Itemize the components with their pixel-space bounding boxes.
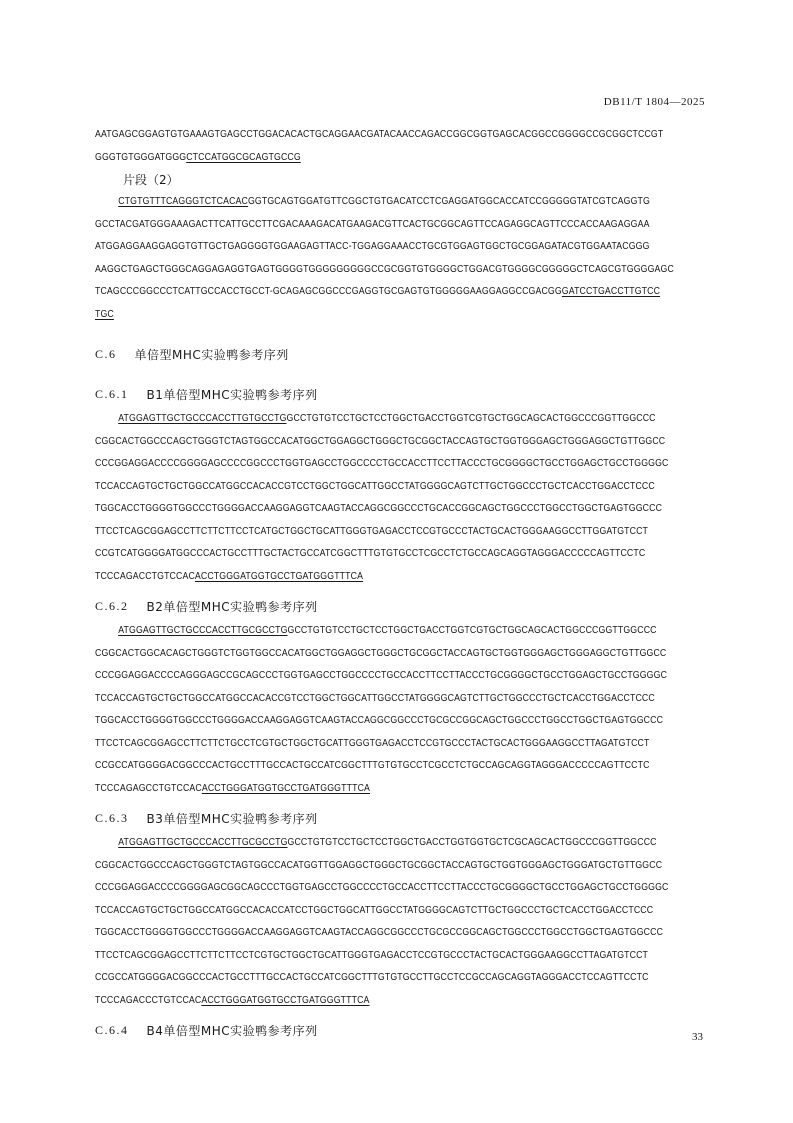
sequence-line: TGGCACCTGGGGTGGCCCTGGGGACCAAGGAGGTCAAGTACCAGGCGGCCCTGCGCCGGCAGCTGGCCCTGGCCTGGCTGAGTGGCCC [95,927,664,938]
section-title: 单倍型MHC实验鸭参考序列 [134,347,289,362]
sequence-line: CCGCCATGGGGACGGCCCACTGCCTTTGCCACTGCCATCGGCTTTGTGTGCCTCGCCTCTGCCAGCAGGTAGGGACCCCCAGTTCCTC [95,760,650,771]
section-number: C.6 [95,346,117,361]
sequence-line [95,281,661,304]
sequence-line: AATGAGCGGAGTGTGAAAGTGAGCCTGGACACACTGCAGGAACGATACAACCAGACCGGCGGTGAGCACGGCCGGGGCCGCGGCTCCGT [95,129,664,140]
sequence-segment: GCCTGTGTCCTGCTCCTGGCTGACCTGGTCGTGCTGGCAGCACTGGCCCGGTTGGCCC [286,413,656,424]
sequence-line: AAGGCTGAGCTGGGCAGGAGAGGTGAGTGGGGTGGGGGGGGGCCGCGGTGTGGGGCTGGACGTGGGGCGGGGGCTCAGCGTGGGGAGC [95,263,674,275]
sequence-block-continuation [95,124,720,169]
sequence-block-b2 [95,620,720,800]
subsection-title: B2单倍型MHC实验鸭参考序列 [146,599,318,614]
document-body [95,124,720,1044]
subsection-heading-b1 [95,380,720,408]
sequence-line: CCCGGAGGACCCCGGGGAGCGGCAGCCCTGGTGAGCCTGGCCCCTGCCACCTTCCTTACCCTGCGGGGCTGCCTGGAGCTGCCTGGGGC [95,882,669,893]
subsection-number: C.6.1 [95,386,129,401]
subsection-number: C.6.3 [95,810,129,825]
sequence-line: CGGCACTGGCCCAGCTGGGTCTAGTGGCCACATGGTTGGAGGCTGGGCTGCGGCTACCAGTGCTGGTGGGAGCTGGGATGCTGTTGGCC [95,859,663,871]
sequence-line [95,566,633,589]
sequence-segment: GCCTGTGTCCTGCTCCTGGCTGACCTGGTCGTGCTGGCAGCACTGGCCCGGTTGGCCC [287,625,657,636]
subsection-number: C.6.2 [95,598,129,613]
primer-underlined: ACCTGGGATGGTGCCTGATGGGTTTCA [201,994,370,1006]
sequence-line: CGGCACTGGCACAGCTGGGTCTGGTGGCCACATGGCTGGAGGCTGGGCTGCGGCTACCAGTGCTGGTGGGAGCTGGGAGGCTGTTGGCC [95,647,667,659]
sequence-line [95,620,657,643]
document-header: DB11/T 1804—2025 [603,96,705,108]
sequence-line: TGGCACCTGGGGTGGCCCTGGGGACCAAGGAGGTCAAGTACCAGGCGGCCCTGCACCGGCAGCTGGCCCTGGCCTGGCTGAGTGGCCC [95,503,663,514]
subsection-title: B4单倍型MHC实验鸭参考序列 [146,1023,318,1038]
sequence-line: TCCACCAGTGCTGCTGGCCATGGCCACACCATCCTGGCTGGCATTGGCCTATGGGGCAGTCTTGCTGGCCCTGCTCACCTGGACCTCCC [95,904,654,916]
subsection-title: B1单倍型MHC实验鸭参考序列 [146,387,318,402]
primer-underlined: CTCCATGGCGCAGTGCCG [186,151,301,163]
primer-underlined: ACCTGGGATGGTGCCTGATGGGTTTCA [194,570,364,582]
sequence-line: TTCCTCAGCGGAGCCTTCTTCTGCCTCGTGCTGGCTGCATTGGGTGAGACCTCCGTGCCCTACTGCACTGGGAAGGCCTTAGATGTCCT [95,737,650,749]
sequence-line: CCCGGAGGACCCCGGGGAGCCCCGGCCCTGGTGAGCCTGGCCCCTGCCACCTTCCTTACCCTGCGGGGCTGCCTGGAGCTGCCTGGGGC [95,458,669,469]
sequence-segment: GGTGCAGTGGATGTTCGGCTGTGACATCCTCGAGGATGGCACCATCCGGGGGTATCGTCAGGTG [247,196,650,207]
sequence-line [95,304,633,327]
sequence-block-b1 [95,408,720,588]
sequence-line [95,832,657,855]
subsection-number: C.6.4 [95,1022,129,1037]
page-number: 33 [692,1031,703,1043]
sequence-line [95,147,633,170]
sequence-line: CGGCACTGGCCCAGCTGGGTCTAGTGGCCACATGGCTGGAGGCTGGGCTGCGGCTACCAGTGCTGGTGGGAGCTGGGAGGCTGTTGGCC [95,435,666,447]
sequence-line: TGGCACCTGGGGTGGCCCTGGGGACCAAGGAGGTCAAGTACCAGGCGGCCCTGCGCCGGCAGCTGGCCCTGGCCTGGCTGAGTGGCCC [95,715,664,726]
primer-underlined: ATGGAGTTGCTGCCCACCTTGCGCCTG [118,837,288,848]
sequence-line [95,408,656,431]
sequence-line: CCCGGAGGACCCCAGGGAGCCGCAGCCCTGGTGAGCCTGGCCCCTGCCACCTTCCTTACCCTGCGGGGCTGCCTGGAGCTGCCTGGGGC [95,670,668,681]
sequence-segment: TCCCAGACCCTGTCCAC [95,994,202,1006]
sequence-line: CCGTCATGGGGATGGCCCACTGCCTTTGCTACTGCCATCGGCTTTGTGTGCCTCGCCTCTGCCAGCAGGTAGGGACCCCCAGTTCCTC [95,548,646,559]
primer-underlined: TGC [95,308,114,320]
sequence-line: TCCACCAGTGCTGCTGGCCATGGCCACACCGTCCTGGCTGGCATTGGCCTATGGGGCAGTCTTGCTGGCCCTGCTCACCTGGACCTCCC [95,480,655,492]
primer-underlined: ACCTGGGATGGTGCCTGATGGGTTTCA [201,782,370,794]
primer-underlined: GATCCTGACCTTGTCC [561,286,661,297]
subsection-title: B3单倍型MHC实验鸭参考序列 [146,811,318,826]
sequence-block-b3 [95,832,720,1012]
sequence-line: TTCCTCAGCGGAGCCTTCTTCTTCCTCGTGCTGGCTGCATTGGGTGAGACCTCCGTGCCCTACTGCACTGGGAAGGCCTTAGATGTCCT [95,949,649,961]
primer-underlined: ATGGAGTTGCTGCCCACCTTGCGCCTG [118,625,288,636]
sequence-segment: TCAGCCCGGCCCTCATTGCCACCTGCCT-GCAGAGCGGCCCGAGGTGCGAGTGTGGGGGAAGGAGGCCGACGG [95,286,562,297]
sequence-line [95,990,633,1013]
fragment-label: 片段（2） [123,173,179,187]
sequence-line [95,191,650,214]
section-heading-c6 [95,340,720,368]
subsection-heading-b3 [95,804,720,832]
sequence-line [95,778,633,801]
sequence-segment: GGGTGTGGGATGGG [95,151,187,163]
sequence-line: TCCACCAGTGCTGCTGGCCATGGCCACACCGTCCTGGCTGGCATTGGCCTATGGGGCAGTCTTGCTGGCCCTGCTCACCTGGACCTCCC [95,692,655,704]
sequence-segment: TCCCAGAGCCTGTCCAC [95,782,202,794]
sequence-line: ATGGAGGAAGGAGGTGTTGCTGAGGGGTGGAAGAGTTACC-TGGAGGAAACCTGCGTGGAGTGGCTGCGGAGATACGTGGAATACGGG [95,241,650,252]
primer-underlined: ATGGAGTTGCTGCCCACCTTGTGCCTG [118,413,287,424]
sequence-line: CCGCCATGGGGACGGCCCACTGCCTTTGCCACTGCCATCGGCTTTGTGTGCCTTGCCTCCGCCAGCAGGTAGGGACCTCCAGTTCCTC [95,972,649,983]
primer-underlined: CTGTGTTTCAGGGTCTCACAC [118,196,248,207]
sequence-block-fragment-2 [95,191,720,326]
sequence-line: TTCCTCAGCGGAGCCTTCTTCTTCCTCATGCTGGCTGCATTGGGTGAGACCTCCGTGCCCTACTGCACTGGGAAGGCCTTGGATGTCCT [95,525,649,537]
sequence-line: GCCTACGATGGGAAAGACTTCATTGCCTTCGACAAAGACATGAAGACGTTCACTGCGGCAGTTCCAGAGGCAGTTCCCACCAAGAGGAA [95,218,650,230]
sequence-segment: TCCCAGACCTGTCCAC [95,570,195,582]
subsection-heading-b4 [95,1016,720,1044]
subsection-heading-b2 [95,592,720,620]
sequence-segment: GCCTGTGTCCTGCTCCTGGCTGACCTGGTGGTGCTCGCAGCACTGGCCCGGTTGGCCC [287,837,657,848]
